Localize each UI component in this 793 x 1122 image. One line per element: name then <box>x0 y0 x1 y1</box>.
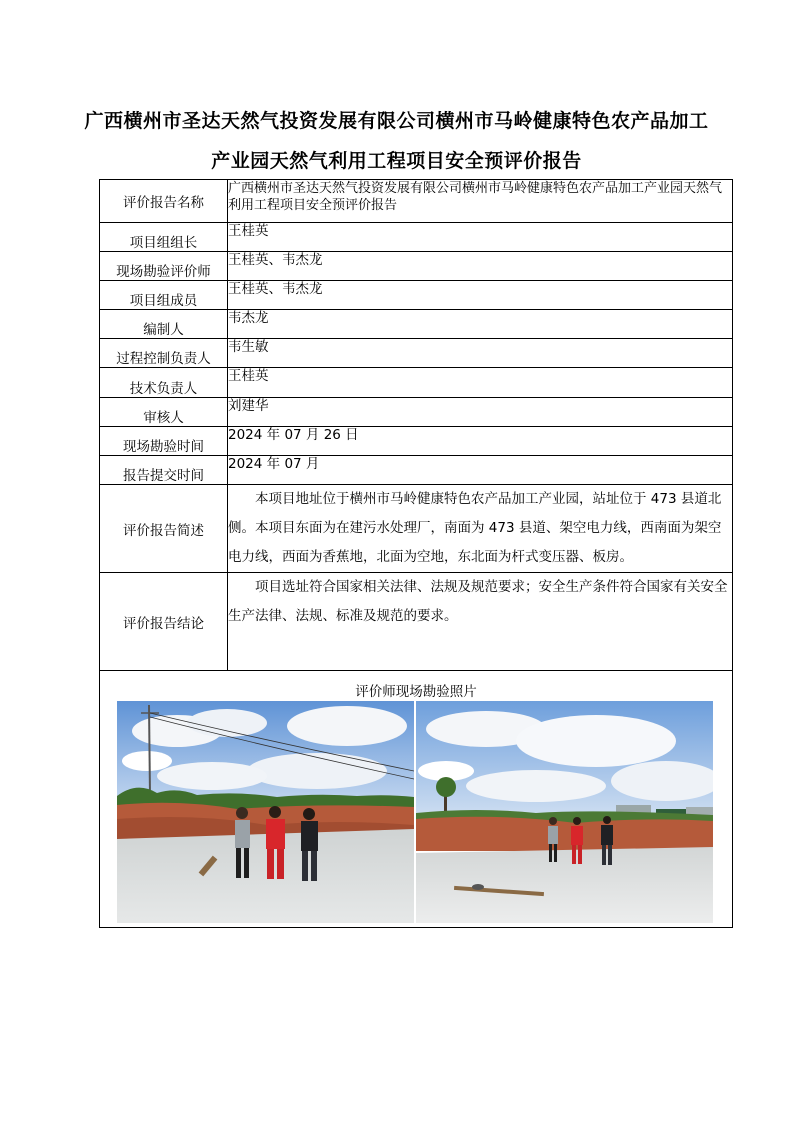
table-row <box>100 485 733 573</box>
team-members-label: 项目组成员 <box>100 281 228 310</box>
summary-value: 本项目地址位于横州市马岭健康特色农产品加工产业园，站址位于 473 县道北侧。本项目东面为在建污水处理厂，南面为 473 县道、架空电力线，西南面为架空电力线，西面为香蕉地，北面为空地，东北面为杆式变压器、板房。 <box>228 485 733 573</box>
table-row <box>100 223 733 252</box>
table-row <box>100 398 733 427</box>
technical-lead-label: 技术负责人 <box>100 368 228 398</box>
reviewer-label: 审核人 <box>100 398 228 427</box>
submission-date-value: 2024 年 07 月 <box>228 456 733 485</box>
table-row <box>100 368 733 398</box>
photo-caption: 评价师现场勘验照片 <box>355 684 477 700</box>
conclusion-label: 评价报告结论 <box>100 573 228 671</box>
team-members-value: 王桂英、韦杰龙 <box>228 281 733 310</box>
photo-row <box>100 698 732 923</box>
site-survey-date-value: 2024 年 07 月 26 日 <box>228 427 733 456</box>
report-name-value: 广西横州市圣达天然气投资发展有限公司横州市马岭健康特色农产品加工产业园天然气利用工程项目安全预评价报告 <box>228 180 733 223</box>
report-info-table <box>99 179 733 928</box>
photo-cell <box>100 671 733 928</box>
table-row <box>100 281 733 310</box>
report-name-label: 评价报告名称 <box>100 180 228 223</box>
team-leader-value: 王桂英 <box>228 223 733 252</box>
table-row <box>100 180 733 223</box>
document-title-line-2: 产业园天然气利用工程项目安全预评价报告 <box>211 150 582 172</box>
table-row <box>100 573 733 671</box>
submission-date-label: 报告提交时间 <box>100 456 228 485</box>
reviewer-value: 刘建华 <box>228 398 733 427</box>
site-evaluator-label: 现场勘验评价师 <box>100 252 228 281</box>
table-row <box>100 252 733 281</box>
site-evaluator-value: 王桂英、韦杰龙 <box>228 252 733 281</box>
site-survey-date-label: 现场勘验时间 <box>100 427 228 456</box>
compiler-value: 韦杰龙 <box>228 310 733 339</box>
table-row <box>100 310 733 339</box>
process-control-value: 韦生敏 <box>228 339 733 368</box>
table-row <box>100 671 733 928</box>
summary-label: 评价报告简述 <box>100 485 228 573</box>
technical-lead-value: 王桂英 <box>228 368 733 398</box>
conclusion-value: 项目选址符合国家相关法律、法规及规范要求；安全生产条件符合国家有关安全生产法律、法规、标准及规范的要求。 <box>228 573 733 671</box>
table-row <box>100 427 733 456</box>
team-leader-label: 项目组组长 <box>100 223 228 252</box>
process-control-label: 过程控制负责人 <box>100 339 228 368</box>
table-row <box>100 339 733 368</box>
table-row <box>100 456 733 485</box>
site-photo-left <box>117 701 414 923</box>
compiler-label: 编制人 <box>100 310 228 339</box>
site-photo-right <box>416 701 713 923</box>
document-title-line-1: 广西横州市圣达天然气投资发展有限公司横州市马岭健康特色农产品加工 <box>84 110 709 132</box>
